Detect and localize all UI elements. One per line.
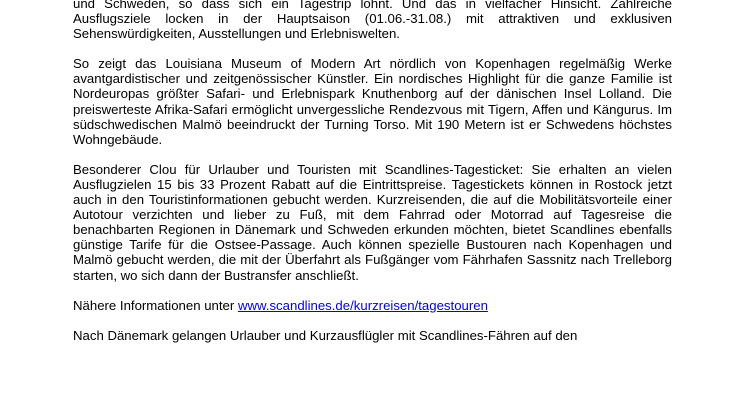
document-page: [73, 0, 672, 358]
paragraph-ferries: Nach Dänemark gelangen Urlauber und Kurzausflügler mit Scandlines-Fähren auf den: [73, 327, 578, 343]
paragraph-day-ticket: Besonderer Clou für Urlauber und Touristen mit Scandlines-Tagesticket: Sie erhalten an vielen Ausflugzielen 15 bis 33 Prozent Rabatt auf die Eintrittspreise. Tagestickets können in Rostock jetzt auch in den Touristinformationen gebucht werden. Kurzreisenden, die auf die Mobilitätsvorteile einer Autotour verzichten und lieber zu Fuß, mit dem Fahrrad oder Motorrad auf Tagesreise die benachbarten Regionen in Dänemark und Schweden erkunden möchten, bietet Scandlines ebenfalls günstige Tarife für die Ostsee-Passage. Auch können spezielle Bustouren nach Kopenhagen und Malmö gebucht werden, die mit der Überfahrt als Fußgänger vom Fährhafen Sassnitz nach Trelleborg starten, wo sich dann der Bustransfer anschließt.: [73, 161, 672, 283]
info-prefix: Nähere Informationen unter: [73, 297, 238, 313]
tagestouren-link[interactable]: www.scandlines.de/kurzreisen/tagestouren: [237, 297, 488, 313]
paragraph-info: [73, 298, 672, 313]
paragraph-attractions: So zeigt das Louisiana Museum of Modern Art nördlich von Kopenhagen regelmäßig Werke avantgardistischer und zeitgenössischer Künstler. Ein nordisches Highlight für die ganze Familie ist Nordeuropas größter Safari- und Erlebnispark Knuthenborg auf der dänischen Insel Lolland. Die preiswerteste Afrika-Safari ermöglicht unvergessliche Rendezvous mit Tigern, Affen und Kängurus. Im südschwedischen Malmö beeindruckt der Turning Torso. Mit 190 Metern ist er Schwedens höchstes Wohngebäude.: [73, 56, 672, 147]
paragraph-intro: und Schweden, so dass sich ein Tagestrip lohnt. Und das in vielfacher Hinsicht. Zahlreiche Ausflugsziele locken in der Hauptsaison (01.06.-31.08.) mit attraktiven und exklusiven Sehenswürdigkeiten, Ausstellungen und Erlebniswelten.: [73, 0, 672, 42]
